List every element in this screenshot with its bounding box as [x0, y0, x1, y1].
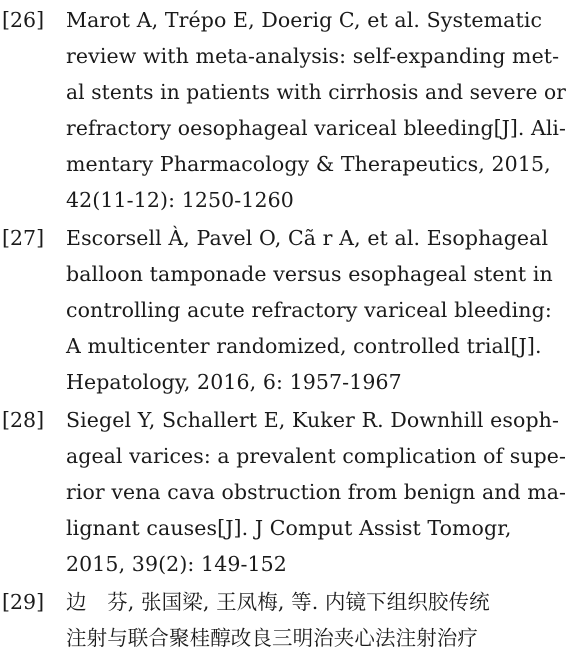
reference-line: balloon tamponade versus esophageal stent in: [66, 262, 553, 286]
reference-number: [29]: [2, 590, 45, 614]
reference-line: controlling acute refractory variceal bleeding:: [66, 298, 552, 322]
reference-line: review with meta-analysis: self-expanding met-: [66, 44, 560, 68]
reference-line: ageal varices: a prevalent complication of supe-: [66, 444, 566, 468]
reference-line: Hepatology, 2016, 6: 1957-1967: [66, 370, 402, 394]
reference-line: rior vena cava obstruction from benign and ma-: [66, 480, 566, 504]
reference-line: lignant causes[J]. J Comput Assist Tomogr,: [66, 516, 512, 540]
reference-number: [26]: [2, 8, 45, 32]
reference-line: A multicenter randomized, controlled trial[J].: [66, 334, 542, 358]
reference-line: al stents in patients with cirrhosis and severe or: [66, 80, 566, 104]
reference-line: Marot A, Trépo E, Doerig C, et al. Systematic: [66, 8, 543, 32]
reference-line: 边 芬, 张国梁, 王凤梅, 等. 内镜下组织胶传统: [66, 590, 490, 614]
reference-number: [28]: [2, 408, 45, 432]
reference-line: Siegel Y, Schallert E, Kuker R. Downhill esoph-: [66, 408, 559, 432]
reference-line: 注射与联合聚桂醇改良三明治夹心法注射治疗: [66, 626, 478, 650]
reference-line: refractory oesophageal variceal bleeding[J]. Ali-: [66, 116, 567, 140]
reference-line: 2015, 39(2): 149-152: [66, 552, 287, 576]
reference-line: 42(11-12): 1250-1260: [66, 188, 294, 212]
reference-line: mentary Pharmacology & Therapeutics, 2015,: [66, 152, 551, 176]
reference-line: Escorsell À, Pavel O, Cã r A, et al. Esophageal: [66, 226, 549, 250]
reference-number: [27]: [2, 226, 45, 250]
